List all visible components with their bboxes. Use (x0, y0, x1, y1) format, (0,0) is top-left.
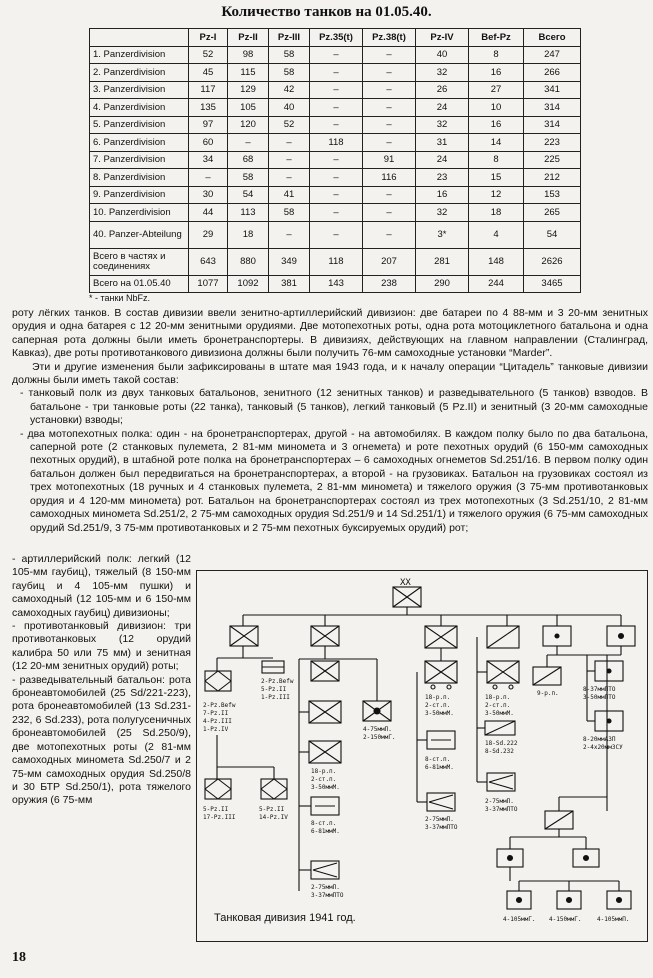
table-cell: 118 (310, 134, 363, 152)
list-item-text: артиллерийский полк: легкий (12 105-мм гаубиц), тяжелый (8 150-мм гаубиц и 4 105-мм пушки) и самоходный (12 105-мм и 6 150-мм самоходных гаубиц) дивизионы; (12, 553, 192, 619)
table-cell: – (310, 116, 363, 134)
table-cell: – (363, 221, 416, 248)
list-item: - танковый полк из двух танковых батальонов, зенитного (12 зенитных танков) и разведывательного (5 танков) взводов. В батальоне - три танковые роты (22 танка), танковый (5 танков), легкий танковый (5 Pz.II) и зенитный (3 20-мм самоходные установки) взводы; (20, 387, 648, 427)
table-cell: 8 (469, 46, 524, 64)
box-line (218, 789, 231, 799)
table-cell: 116 (363, 169, 416, 187)
table-cell: 40 (269, 99, 310, 117)
table-cell: – (310, 204, 363, 222)
tank-count-table (89, 28, 581, 293)
table-cell: 129 (228, 81, 269, 99)
at-symbol (555, 634, 559, 638)
unit-label: 2-Pz.Befw (203, 702, 236, 709)
table-cell: 32 (416, 116, 469, 134)
list-item: - противотанковый дивизион: три противотанковых (12 орудий калибра 50 или 75 мм) и зенитная (12 20-мм зенитных орудий) роты; (12, 620, 191, 673)
table-cell: 341 (524, 81, 581, 99)
table-cell: – (310, 46, 363, 64)
table-cell: – (310, 81, 363, 99)
row-label-cell: 6. Panzerdivision (90, 134, 189, 152)
table-row (90, 204, 581, 222)
box-line (274, 779, 287, 789)
unit-label: 4-150ммГ. (549, 916, 582, 923)
table-cell: 381 (269, 275, 310, 293)
table-cell: 58 (228, 169, 269, 187)
table-header-cell: Pz.38(t) (363, 29, 416, 47)
hq-line (393, 587, 407, 597)
table-cell: 207 (363, 248, 416, 275)
table-header-cell: Pz-II (228, 29, 269, 47)
table-cell: 1077 (189, 275, 228, 293)
table-cell: 105 (228, 99, 269, 117)
unit-label: 4-75ммП. (363, 726, 392, 733)
table-header-cell: Pz-I (189, 29, 228, 47)
table-cell: 26 (416, 81, 469, 99)
unit-label: 18-р.п. (485, 694, 511, 701)
table-cell: – (363, 99, 416, 117)
unit-label: 8-20ммАЗП (583, 736, 616, 743)
table-cell: 4 (469, 221, 524, 248)
division-symbol: XX (400, 578, 411, 588)
artillery-symbol (508, 856, 513, 861)
unit-label: 4-Pz.III (203, 718, 232, 725)
unit-label: 2-ст.п. (425, 702, 451, 709)
box-diagonal (545, 811, 573, 829)
table-cell: 52 (189, 46, 228, 64)
box-diagonal (485, 721, 515, 735)
hq-line (407, 597, 421, 607)
box-line (261, 779, 274, 789)
table-cell: 29 (189, 221, 228, 248)
box-line (205, 681, 218, 691)
table-row (90, 186, 581, 204)
table-cell: 58 (269, 64, 310, 82)
table-header-cell (90, 29, 189, 47)
unit-label: 14-Pz.IV (259, 814, 288, 821)
row-label-cell: 1. Panzerdivision (90, 46, 189, 64)
box-line (205, 779, 218, 789)
table-cell: 115 (228, 64, 269, 82)
list-item-text: два мотопехотных полка: один - на бронетранспортерах, другой - на автомобилях. В каждом полку было по два батальона, саперной роте (2 станковых пулемета, 2 81-мм миномета и 3 огнемета) и роте пехотных орудий (6 150-мм самоходных пехотных орудий), в штабной роте полка на бронетранспортерах – 6 самоходных огнеметов Sd.251/16. В первом полку один батальон должен был передвигаться на бронетранспортерах, а второй - на грузовиках. Батальон на грузовиках состоял из трех мотопехотных (18 ручных и 4 станковых пулемета, 2 81-мм миномета) и тяжелого оружия (3 75-мм противотанковых орудия и 4 120-мм миномета) рот. Батальон на бронетранспортерах состоял из трех мотопехотных (3 Sd.251/10, 2 81-мм самоходных миномета Sd.251/2, 2 75-мм самоходных орудия Sd.251/9 и 14 Sd.251/1) и тяжелого оружия (6 75-мм самоходных орудий Sd.251/9, 3 75-мм противотанковых и 2 75-мм пехотных буксируемых орудий) рот; (27, 427, 648, 534)
table-cell: 117 (189, 81, 228, 99)
wheel-symbol (431, 685, 435, 689)
unit-label: 18-р.п. (311, 768, 337, 775)
table-cell: – (269, 221, 310, 248)
row-label-cell: 10. Panzerdivision (90, 204, 189, 222)
table-cell: 265 (524, 204, 581, 222)
list-item: - разведывательный батальон: рота бронеавтомобилей (25 Sd/221-223), рота бронеавтомобилей (13 Sd.231-232, 6 Sd.233), рота полугусеничных бронеавтомобилей (25 Sd.250/9), две мотопехотных роты (2 81-мм самоходных миномета Sd.250/7 и 2 75-мм самоходных орудия Sd.250/8 и 30 БТР Sd.250/1), рота тяжелого оружия (6 75-мм (12, 673, 191, 807)
row-label-cell: Всего на 01.05.40 (90, 275, 189, 293)
table-cell: 23 (416, 169, 469, 187)
tank-company-box (261, 779, 287, 799)
unit-label: 2-4х20ммЗСУ (583, 744, 623, 751)
box-line (429, 795, 453, 802)
table-cell: – (228, 134, 269, 152)
table-cell: 12 (469, 186, 524, 204)
table-cell: 153 (524, 186, 581, 204)
row-label-cell: 40. Panzer-Abteilung (90, 221, 189, 248)
unit-label: 2-75ммП. (485, 798, 514, 805)
box-line (429, 802, 453, 809)
table-cell: 42 (269, 81, 310, 99)
hq-line (407, 587, 421, 597)
table-cell: 3465 (524, 275, 581, 293)
table-cell: 118 (310, 248, 363, 275)
table-cell: 314 (524, 99, 581, 117)
table-cell: 97 (189, 116, 228, 134)
table-cell: 148 (469, 248, 524, 275)
unit-label: 2-75ммП. (425, 816, 454, 823)
unit-label: 1-Pz.III (261, 694, 290, 701)
table-cell: 41 (269, 186, 310, 204)
table-cell: – (363, 134, 416, 152)
unit-label: 3-50ммМ. (311, 784, 340, 791)
unit-label: 4-105ммГ. (503, 916, 536, 923)
table-cell: 32 (416, 204, 469, 222)
table-header-cell: Pz-IV (416, 29, 469, 47)
table-cell: 10 (469, 99, 524, 117)
table-cell: 18 (469, 204, 524, 222)
table-cell: 45 (189, 64, 228, 82)
unit-label: 8-ст.п. (311, 820, 337, 827)
table-cell: 30 (189, 186, 228, 204)
unit-label: 2-150ммГ. (363, 734, 396, 741)
unit-label: 3-50ммМ. (485, 710, 514, 717)
box-line (313, 870, 337, 877)
row-label-cell: 2. Panzerdivision (90, 64, 189, 82)
list-item: - два мотопехотных полка: один - на бронетранспортерах, другой - на автомобилях. В каждом полку было по два батальона, саперной роте (2 станковых пулемета, 2 81-мм миномета и 3 огнемета) и роте пехотных орудий (6 150-мм самоходных пехотных орудий), в штабной роте полка на бронетранспортерах – 6 самоходных огнеметов Sd.251/16. В первом полку один батальон должен был передвигаться на бронетранспортерах, а второй - на грузовиках. Батальон на грузовиках состоял из трех мотопехотных (18 ручных и 4 станковых пулемета, 2 81-мм миномета) и тяжелого оружия (3 75-мм противотанковых орудия и 4 120-мм миномета) рот. Батальон на бронетранспортерах состоял из трех мотопехотных (3 Sd.251/10, 2 81-мм самоходных миномета Sd.251/2, 2 75-мм самоходных орудия Sd.251/9 и 14 Sd.251/1) и тяжелого оружия (6 75-мм самоходных орудий Sd.251/9, 3 75-мм противотанковых и 2 75-мм пехотных буксируемых орудий) рот; (20, 427, 648, 534)
unit-label: 3-50ммПТО (583, 694, 616, 701)
table-row (90, 46, 581, 64)
table-header-cell: Pz.35(t) (310, 29, 363, 47)
at-symbol (607, 669, 611, 673)
unit-label: 3-37ммПТО (485, 806, 518, 813)
box-line (489, 775, 513, 782)
table-cell: 8 (469, 151, 524, 169)
box-line (205, 671, 218, 681)
table-cell: – (363, 64, 416, 82)
table-cell: 24 (416, 151, 469, 169)
table-cell: – (269, 134, 310, 152)
table-cell: 34 (189, 151, 228, 169)
table-cell: 290 (416, 275, 469, 293)
table-cell: 247 (524, 46, 581, 64)
unit-label: 18-р.п. (425, 694, 451, 701)
org-chart-svg (197, 571, 647, 941)
table-cell: 24 (416, 99, 469, 117)
table-cell: 32 (416, 64, 469, 82)
table-cell: 31 (416, 134, 469, 152)
table-cell: – (310, 186, 363, 204)
table-footnote: * - танки NbFz. (89, 293, 150, 303)
diagram-caption: Танковая дивизия 1941 год. (214, 912, 356, 924)
box-line (313, 863, 337, 870)
box-line (218, 779, 231, 789)
paragraph: Эти и другие изменения были зафиксированы в штате мая 1943 года, и к началу операции “Цитадель” танковые дивизии должны были иметь такой состав: (12, 360, 648, 387)
box-line (274, 789, 287, 799)
table-cell: 91 (363, 151, 416, 169)
table-cell: – (310, 169, 363, 187)
gun-symbol (374, 708, 380, 714)
table-cell: 68 (228, 151, 269, 169)
table-cell: 880 (228, 248, 269, 275)
table-cell: – (189, 169, 228, 187)
unit-label: 17-Pz.III (203, 814, 236, 821)
box-line (218, 671, 231, 681)
table-cell: 238 (363, 275, 416, 293)
table-row (90, 116, 581, 134)
artillery-symbol (567, 898, 572, 903)
table-cell: 113 (228, 204, 269, 222)
wheel-symbol (509, 685, 513, 689)
unit-label: 4-105ммП. (597, 916, 630, 923)
unit-label: 2-ст.п. (311, 776, 337, 783)
table-cell: 54 (524, 221, 581, 248)
table-cell: 54 (228, 186, 269, 204)
box-line (218, 681, 231, 691)
table-cell: 16 (469, 116, 524, 134)
list-item-text: танковый полк из двух танковых батальонов, зенитного (12 зенитных танков) и разведывательного (5 танков) взводов. В батальоне - три танковые роты (22 танка), танковый (5 танков), легкий танковый (5 Pz.II) и зенитный (3 20-мм самоходные установки) взводы; (28, 387, 648, 427)
artillery-symbol (617, 898, 622, 903)
row-label-cell: 3. Panzerdivision (90, 81, 189, 99)
table-cell: 223 (524, 134, 581, 152)
table-row (90, 248, 581, 275)
table-cell: 643 (189, 248, 228, 275)
unit-label: 18-Sd.222 (485, 740, 518, 747)
unit-label: 8-37ммПТО (583, 686, 616, 693)
table-row (90, 275, 581, 293)
table-cell: 58 (269, 46, 310, 64)
table-cell: 135 (189, 99, 228, 117)
tank-battalion-box (205, 671, 231, 691)
table-row (90, 151, 581, 169)
table-cell: 212 (524, 169, 581, 187)
unit-label: 3-37ммПТО (311, 892, 344, 899)
table-cell: – (269, 151, 310, 169)
table-cell: – (310, 151, 363, 169)
table-cell: 18 (228, 221, 269, 248)
paragraph: роту лёгких танков. В состав дивизии ввели зенитно-артиллерийский дивизион: две батареи по 4 88-мм и 3 20-мм зенитных орудия и одна батарея с 12 20-мм зенитными орудиями. Две мотопехотных роты, одна рота мотоциклетного батальона и одна саперная рота должны были иметь бронетранспортеры. В дивизиях, действующих на главном направлении (Сталинград, Кавказ), две роты противотанкового дивизиона должны были получить 76-мм самоходные установки “Marder”. (12, 307, 648, 360)
artillery-symbol (584, 856, 589, 861)
table-cell: 60 (189, 134, 228, 152)
unit-label: 5-Pz.II (259, 806, 285, 813)
table-header-row (90, 29, 581, 47)
table-header-cell: Bef-Pz (469, 29, 524, 47)
unit-label: 9-р.п. (537, 690, 559, 697)
table-cell: – (363, 81, 416, 99)
unit-label: 5-Pz.II (203, 806, 229, 813)
table-cell: 40 (416, 46, 469, 64)
row-label-cell: 9. Panzerdivision (90, 186, 189, 204)
box-line (205, 789, 218, 799)
box-line (261, 789, 274, 799)
table-row (90, 81, 581, 99)
wheel-symbol (493, 685, 497, 689)
table-cell: 15 (469, 169, 524, 187)
table-row (90, 169, 581, 187)
unit-label: 3-37ммПТО (425, 824, 458, 831)
table-cell: – (269, 169, 310, 187)
org-chart-diagram (196, 570, 648, 942)
table-cell: 314 (524, 116, 581, 134)
unit-label: 7-Pz.II (203, 710, 229, 717)
table-cell: 3* (416, 221, 469, 248)
table-cell: 244 (469, 275, 524, 293)
table-row (90, 134, 581, 152)
unit-label: 2-75ммП. (311, 884, 340, 891)
table-cell: 120 (228, 116, 269, 134)
list-item: - артиллерийский полк: легкий (12 105-мм гаубиц), тяжелый (8 150-мм гаубиц и 4 105-мм пушки) и самоходный (12 105-мм и 6 150-мм самоходных гаубиц) дивизионы; (12, 553, 192, 619)
table-cell: 16 (469, 64, 524, 82)
row-label-cell: 7. Panzerdivision (90, 151, 189, 169)
table-cell: – (363, 116, 416, 134)
table-cell: – (363, 46, 416, 64)
table-cell: 98 (228, 46, 269, 64)
table-cell: 266 (524, 64, 581, 82)
table-cell: 2626 (524, 248, 581, 275)
unit-label: 2-ст.п. (485, 702, 511, 709)
table-row (90, 221, 581, 248)
aa-symbol (607, 719, 611, 723)
unit-label: 6-81ммМ. (425, 764, 454, 771)
table-cell: – (310, 221, 363, 248)
table-row (90, 99, 581, 117)
unit-label: 8-Sd.232 (485, 748, 514, 755)
row-label-cell: 4. Panzerdivision (90, 99, 189, 117)
table-cell: 44 (189, 204, 228, 222)
box-diagonal (487, 626, 519, 648)
table-cell: – (310, 64, 363, 82)
table-cell: 16 (416, 186, 469, 204)
table-cell: 58 (269, 204, 310, 222)
table-cell: 225 (524, 151, 581, 169)
artillery-symbol (619, 634, 624, 639)
wheel-symbol (447, 685, 451, 689)
table-row (90, 64, 581, 82)
page-number: 18 (12, 950, 26, 965)
row-label-cell: 8. Panzerdivision (90, 169, 189, 187)
table-header-cell: Pz-III (269, 29, 310, 47)
left-column-text (12, 553, 191, 808)
box-diagonal (533, 667, 561, 685)
table-cell: 281 (416, 248, 469, 275)
row-label-cell: 5. Panzerdivision (90, 116, 189, 134)
table-cell: 52 (269, 116, 310, 134)
table-cell: – (363, 204, 416, 222)
table-cell: 143 (310, 275, 363, 293)
hq-line (393, 597, 407, 607)
table-cell: – (363, 186, 416, 204)
artillery-symbol (517, 898, 522, 903)
row-label-cell: Всего в частях и соединениях (90, 248, 189, 275)
body-text-block (12, 307, 648, 535)
unit-label: 6-81ммМ. (311, 828, 340, 835)
list-item-text: разведывательный батальон: рота бронеавтомобилей (25 Sd/221-223), рота бронеавтомобилей (13 Sd.231-232, 6 Sd.233), рота полугусеничных бронеавтомобилей (25 Sd.250/9), две мотопехотных роты (2 81-мм самоходных миномета Sd.250/7 и 2 75-мм самоходных орудия Sd.250/8 и 30 БТР Sd.250/1), рота тяжелого оружия (6 75-мм (12, 673, 191, 807)
unit-label: 3-50ммМ. (425, 710, 454, 717)
unit-label: 5-Pz.II (261, 686, 287, 693)
list-item-text: противотанковый дивизион: три противотанковых (12 орудий калибра 50 или 75 мм) и зенитная (12 20-мм зенитных орудий) роты; (12, 620, 191, 673)
table-cell: 1092 (228, 275, 269, 293)
table-cell: 14 (469, 134, 524, 152)
table-title: Количество танков на 01.05.40. (221, 4, 432, 20)
unit-label: 8-ст.п. (425, 756, 451, 763)
table-cell: 27 (469, 81, 524, 99)
table-cell: 349 (269, 248, 310, 275)
tank-company-box (205, 779, 231, 799)
unit-label: 1-Pz.IV (203, 726, 229, 733)
box-line (489, 782, 513, 789)
table-header-cell: Всего (524, 29, 581, 47)
table-cell: – (310, 99, 363, 117)
unit-label: 2-Pz.Befw (261, 678, 294, 685)
